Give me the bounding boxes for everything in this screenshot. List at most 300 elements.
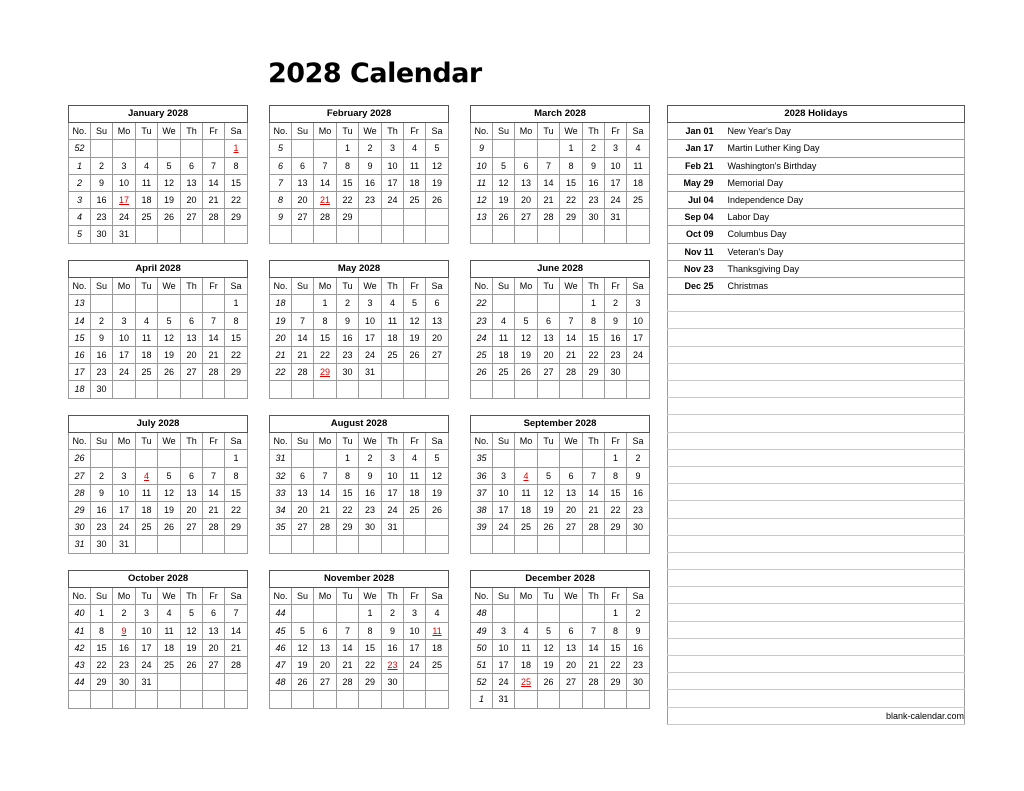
holiday-row — [668, 621, 965, 638]
weekday-header: We — [560, 588, 583, 605]
week-number: 44 — [270, 605, 292, 622]
week-row — [270, 381, 449, 398]
week-number: 14 — [69, 312, 91, 329]
day-cell: 8 — [225, 157, 248, 174]
day-cell: 14 — [560, 329, 583, 346]
holiday-row — [668, 466, 965, 483]
weekday-header: No. — [471, 278, 493, 295]
week-row — [270, 346, 449, 363]
day-cell: 3 — [382, 450, 404, 467]
week-row — [270, 295, 449, 312]
day-cell — [136, 536, 158, 553]
holiday-name: Thanksgiving Day — [722, 260, 965, 277]
day-cell: 5 — [158, 467, 181, 484]
holiday-name — [722, 501, 965, 518]
weekday-header: Tu — [538, 433, 560, 450]
holiday-name — [722, 570, 965, 587]
day-cell: 3 — [113, 157, 136, 174]
day-cell — [225, 536, 248, 553]
day-cell: 8 — [605, 467, 627, 484]
weekday-header: No. — [270, 278, 292, 295]
weekday-header: Fr — [404, 278, 426, 295]
week-number — [270, 691, 292, 708]
day-cell: 26 — [493, 209, 515, 226]
day-cell — [203, 140, 225, 157]
holiday-name — [722, 449, 965, 466]
week-number: 26 — [69, 450, 91, 467]
day-cell: 30 — [382, 674, 404, 691]
day-cell: 2 — [359, 450, 382, 467]
weekday-header: Th — [181, 123, 203, 140]
day-cell: 22 — [605, 656, 627, 673]
day-cell — [292, 381, 314, 398]
week-row — [270, 674, 449, 691]
weekday-header: Th — [382, 588, 404, 605]
day-cell — [158, 226, 181, 243]
day-cell: 17 — [493, 501, 515, 518]
day-cell: 13 — [181, 484, 203, 501]
day-cell: 29 — [91, 674, 113, 691]
day-cell — [560, 450, 583, 467]
holiday-date: Dec 25 — [668, 277, 722, 294]
day-cell: 6 — [314, 622, 337, 639]
week-number: 12 — [471, 191, 493, 208]
weekday-header: No. — [270, 433, 292, 450]
day-cell: 15 — [91, 639, 113, 656]
day-cell: 26 — [538, 674, 560, 691]
week-row — [69, 295, 248, 312]
day-cell: 30 — [337, 364, 359, 381]
day-cell — [158, 140, 181, 157]
day-cell — [627, 381, 650, 398]
day-cell: 29 — [225, 209, 248, 226]
day-cell — [314, 605, 337, 622]
day-cell: 10 — [627, 312, 650, 329]
day-cell: 18 — [493, 346, 515, 363]
week-number: 51 — [471, 656, 493, 673]
month-table — [269, 415, 449, 554]
day-cell: 13 — [538, 329, 560, 346]
month-block — [269, 570, 448, 709]
weekday-header: Su — [493, 278, 515, 295]
day-cell: 22 — [337, 501, 359, 518]
day-cell — [515, 381, 538, 398]
weekday-header: We — [560, 123, 583, 140]
week-number: 15 — [69, 329, 91, 346]
day-cell: 26 — [404, 346, 426, 363]
day-cell: 14 — [314, 174, 337, 191]
day-cell — [181, 381, 203, 398]
day-cell: 31 — [113, 536, 136, 553]
day-cell: 18 — [515, 656, 538, 673]
day-cell — [583, 450, 605, 467]
day-cell: 29 — [225, 519, 248, 536]
day-cell: 28 — [203, 209, 225, 226]
week-number: 24 — [471, 329, 493, 346]
day-cell: 22 — [359, 656, 382, 673]
weekday-header: Th — [583, 433, 605, 450]
day-cell: 4 — [493, 312, 515, 329]
holiday-row — [668, 570, 965, 587]
day-cell: 18 — [404, 174, 426, 191]
day-cell: 28 — [203, 364, 225, 381]
week-row — [471, 519, 650, 536]
day-cell: 9 — [627, 467, 650, 484]
week-number: 48 — [270, 674, 292, 691]
holiday-row — [668, 157, 965, 174]
day-cell: 17 — [627, 329, 650, 346]
week-row — [471, 140, 650, 157]
weekday-header: Sa — [627, 123, 650, 140]
day-cell — [538, 140, 560, 157]
day-cell: 10 — [382, 157, 404, 174]
day-cell: 1 — [337, 450, 359, 467]
day-cell: 11 — [136, 484, 158, 501]
week-row — [270, 329, 449, 346]
day-cell: 18 — [426, 639, 449, 656]
holiday-name: Labor Day — [722, 209, 965, 226]
week-row — [69, 157, 248, 174]
holiday-name — [722, 381, 965, 398]
week-row — [471, 312, 650, 329]
day-cell — [203, 450, 225, 467]
day-cell: 2 — [113, 605, 136, 622]
day-cell — [113, 140, 136, 157]
day-cell: 18 — [382, 329, 404, 346]
day-cell — [583, 691, 605, 708]
day-cell: 9 — [113, 622, 136, 639]
day-cell: 22 — [314, 346, 337, 363]
day-cell: 1 — [225, 450, 248, 467]
week-number: 52 — [69, 140, 91, 157]
day-cell — [493, 140, 515, 157]
weekday-header: Sa — [225, 433, 248, 450]
day-cell — [404, 536, 426, 553]
day-cell — [404, 381, 426, 398]
holiday-name — [722, 587, 965, 604]
day-cell — [225, 226, 248, 243]
weekday-header: Su — [292, 433, 314, 450]
day-cell: 24 — [493, 519, 515, 536]
week-number: 31 — [69, 536, 91, 553]
holiday-name — [722, 484, 965, 501]
week-row — [471, 346, 650, 363]
day-cell — [583, 536, 605, 553]
week-row — [471, 484, 650, 501]
weekday-header: We — [560, 278, 583, 295]
day-cell: 30 — [91, 536, 113, 553]
day-cell: 29 — [560, 209, 583, 226]
day-cell: 27 — [560, 519, 583, 536]
holiday-row — [668, 415, 965, 432]
week-number: 5 — [270, 140, 292, 157]
day-cell: 16 — [113, 639, 136, 656]
day-cell: 22 — [583, 346, 605, 363]
day-cell: 3 — [493, 467, 515, 484]
week-row — [69, 674, 248, 691]
day-cell — [382, 691, 404, 708]
day-cell — [337, 381, 359, 398]
week-number: 13 — [69, 295, 91, 312]
day-cell: 14 — [225, 622, 248, 639]
day-cell: 2 — [91, 157, 113, 174]
day-cell: 24 — [359, 346, 382, 363]
weekday-header: Th — [382, 123, 404, 140]
day-cell — [203, 226, 225, 243]
day-cell: 7 — [203, 312, 225, 329]
day-cell: 29 — [225, 364, 248, 381]
day-cell: 27 — [181, 364, 203, 381]
week-number: 3 — [69, 191, 91, 208]
day-cell: 18 — [515, 501, 538, 518]
day-cell — [515, 140, 538, 157]
day-cell: 28 — [203, 519, 225, 536]
weekday-header: We — [359, 123, 382, 140]
holiday-date: Nov 23 — [668, 260, 722, 277]
weekday-header: Tu — [538, 588, 560, 605]
week-row — [270, 467, 449, 484]
day-cell: 22 — [91, 656, 113, 673]
weekday-header: We — [560, 433, 583, 450]
day-cell: 9 — [382, 622, 404, 639]
holiday-date — [668, 295, 722, 312]
holiday-date — [668, 449, 722, 466]
holiday-row — [668, 381, 965, 398]
day-cell: 20 — [292, 191, 314, 208]
day-cell — [181, 536, 203, 553]
week-row — [270, 691, 449, 708]
day-cell: 1 — [605, 450, 627, 467]
day-cell — [605, 381, 627, 398]
day-cell: 22 — [605, 501, 627, 518]
month-name: December 2028 — [471, 571, 650, 588]
day-cell: 12 — [538, 639, 560, 656]
weekday-header: Mo — [314, 588, 337, 605]
day-cell: 20 — [538, 346, 560, 363]
week-row — [69, 519, 248, 536]
holiday-date — [668, 604, 722, 621]
month-block — [68, 105, 247, 244]
holiday-date — [668, 621, 722, 638]
month-block — [470, 415, 649, 554]
day-cell: 15 — [314, 329, 337, 346]
holiday-date — [668, 501, 722, 518]
weekday-header: Mo — [515, 278, 538, 295]
day-cell: 6 — [292, 467, 314, 484]
day-cell: 25 — [426, 656, 449, 673]
holiday-date: Sep 04 — [668, 209, 722, 226]
day-cell: 11 — [515, 639, 538, 656]
day-cell: 28 — [225, 656, 248, 673]
week-number: 18 — [270, 295, 292, 312]
day-cell: 6 — [181, 467, 203, 484]
week-row — [471, 467, 650, 484]
day-cell: 4 — [426, 605, 449, 622]
holiday-name — [722, 466, 965, 483]
holiday-date — [668, 415, 722, 432]
holiday-date — [668, 552, 722, 569]
day-cell — [113, 295, 136, 312]
day-cell: 17 — [113, 191, 136, 208]
day-cell — [538, 381, 560, 398]
holiday-name: Independence Day — [722, 191, 965, 208]
day-cell — [91, 295, 113, 312]
week-number — [270, 226, 292, 243]
week-row — [471, 329, 650, 346]
week-row — [471, 622, 650, 639]
weekday-header: Mo — [113, 278, 136, 295]
weekday-header: No. — [471, 123, 493, 140]
week-row — [69, 501, 248, 518]
holiday-row — [668, 604, 965, 621]
day-cell: 10 — [113, 329, 136, 346]
week-row — [270, 519, 449, 536]
day-cell: 27 — [181, 519, 203, 536]
week-number: 35 — [471, 450, 493, 467]
week-number: 4 — [69, 209, 91, 226]
day-cell — [225, 674, 248, 691]
day-cell: 17 — [113, 346, 136, 363]
day-cell — [426, 381, 449, 398]
day-cell — [538, 536, 560, 553]
day-cell: 16 — [583, 174, 605, 191]
day-cell: 9 — [627, 622, 650, 639]
day-cell: 18 — [136, 191, 158, 208]
week-number: 38 — [471, 501, 493, 518]
week-number: 26 — [471, 364, 493, 381]
month-block — [68, 260, 247, 399]
page-title: 2028 Calendar — [268, 58, 482, 89]
week-row — [69, 226, 248, 243]
day-cell: 8 — [583, 312, 605, 329]
day-cell — [359, 691, 382, 708]
weekday-header: No. — [270, 588, 292, 605]
day-cell: 8 — [560, 157, 583, 174]
day-cell: 23 — [359, 191, 382, 208]
holiday-date — [668, 587, 722, 604]
day-cell: 20 — [292, 501, 314, 518]
weekday-header: Tu — [136, 588, 158, 605]
weekday-header: Tu — [337, 123, 359, 140]
week-row — [471, 605, 650, 622]
weekday-header: Th — [181, 433, 203, 450]
day-cell — [337, 226, 359, 243]
weekday-header: Tu — [337, 433, 359, 450]
month-table — [269, 260, 449, 399]
week-number: 9 — [270, 209, 292, 226]
day-cell: 20 — [560, 501, 583, 518]
day-cell: 26 — [158, 519, 181, 536]
weekday-header: Sa — [225, 278, 248, 295]
holiday-row — [668, 552, 965, 569]
day-cell: 23 — [627, 501, 650, 518]
day-cell — [382, 381, 404, 398]
day-cell — [91, 140, 113, 157]
weekday-header: Sa — [426, 588, 449, 605]
week-number — [471, 226, 493, 243]
day-cell: 19 — [515, 346, 538, 363]
weekday-header: Fr — [605, 433, 627, 450]
day-cell: 5 — [292, 622, 314, 639]
weekday-header: Sa — [627, 588, 650, 605]
day-cell: 12 — [515, 329, 538, 346]
day-cell: 14 — [337, 639, 359, 656]
day-cell: 6 — [426, 295, 449, 312]
day-cell: 25 — [515, 674, 538, 691]
month-block — [470, 105, 649, 244]
day-cell: 23 — [627, 656, 650, 673]
day-cell: 18 — [158, 639, 181, 656]
day-cell: 30 — [627, 519, 650, 536]
day-cell: 14 — [583, 639, 605, 656]
holiday-name — [722, 518, 965, 535]
week-row — [471, 674, 650, 691]
weekday-header: We — [158, 588, 181, 605]
day-cell: 24 — [382, 501, 404, 518]
day-cell: 15 — [605, 484, 627, 501]
day-cell: 9 — [91, 174, 113, 191]
holiday-row — [668, 277, 965, 294]
day-cell — [560, 691, 583, 708]
holidays-panel — [667, 105, 965, 725]
day-cell: 20 — [181, 191, 203, 208]
day-cell: 14 — [314, 484, 337, 501]
day-cell: 31 — [493, 691, 515, 708]
week-number: 25 — [471, 346, 493, 363]
weekday-header: Fr — [404, 433, 426, 450]
day-cell: 17 — [605, 174, 627, 191]
weekday-header: Mo — [515, 433, 538, 450]
week-number: 23 — [471, 312, 493, 329]
day-cell — [158, 691, 181, 708]
day-cell — [359, 381, 382, 398]
month-name: February 2028 — [270, 106, 449, 123]
day-cell: 28 — [314, 519, 337, 536]
day-cell — [560, 381, 583, 398]
day-cell: 28 — [560, 364, 583, 381]
week-number: 20 — [270, 329, 292, 346]
day-cell: 8 — [91, 622, 113, 639]
holiday-name — [722, 535, 965, 552]
week-row — [69, 346, 248, 363]
week-row — [69, 174, 248, 191]
holiday-row — [668, 191, 965, 208]
weekday-header: Th — [382, 278, 404, 295]
week-row — [270, 312, 449, 329]
day-cell: 25 — [136, 519, 158, 536]
month-table — [269, 105, 449, 244]
week-row — [471, 209, 650, 226]
day-cell — [292, 691, 314, 708]
day-cell: 21 — [203, 191, 225, 208]
day-cell — [426, 226, 449, 243]
day-cell — [136, 226, 158, 243]
week-number — [471, 536, 493, 553]
week-number: 33 — [270, 484, 292, 501]
day-cell — [337, 536, 359, 553]
week-row — [69, 450, 248, 467]
day-cell: 7 — [203, 467, 225, 484]
holiday-date — [668, 381, 722, 398]
day-cell: 20 — [181, 346, 203, 363]
holiday-name — [722, 398, 965, 415]
day-cell: 10 — [404, 622, 426, 639]
weekday-header: Sa — [627, 433, 650, 450]
holiday-date — [668, 690, 722, 707]
day-cell: 1 — [560, 140, 583, 157]
holiday-date — [668, 329, 722, 346]
holiday-date — [668, 466, 722, 483]
